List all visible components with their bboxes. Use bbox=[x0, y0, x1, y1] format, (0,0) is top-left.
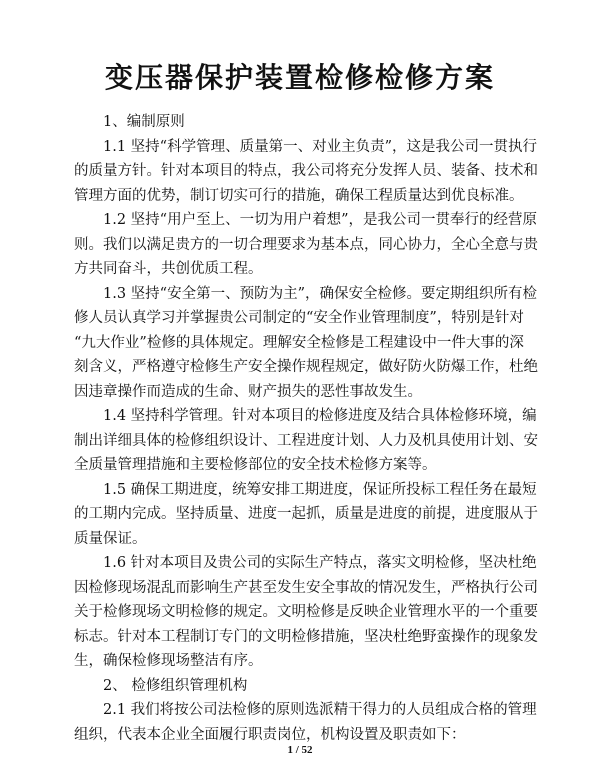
document-body bbox=[74, 110, 540, 747]
paragraph-line: 全质量管理措施和主要检修部位的安全技术检修方案等。 bbox=[74, 457, 437, 473]
paragraph-line: 组织，代表本企业全面履行职责岗位，机构设置及职责如下： bbox=[74, 726, 466, 743]
paragraph-line: 修人员认真学习并掌握贵公司制定的“安全作业管理制度”，特别是针对 bbox=[74, 310, 524, 326]
paragraph-line: 关于检修现场文明检修的规定。文明检修是反映企业管理水平的一个重要 bbox=[74, 604, 538, 620]
paragraph-line: 方共同奋斗，共创优质工程。 bbox=[74, 261, 263, 277]
section-heading: 2、 检修组织管理机构 bbox=[103, 677, 248, 694]
section-heading: 1、编制原则 bbox=[103, 114, 185, 130]
paragraph-line: 的质量方针。针对本项目的特点，我公司将充分发挥人员、装备、技术和 bbox=[74, 163, 538, 179]
paragraph-line: 管理方面的优势，制订切实可行的措施，确保工程质量达到优良标准。 bbox=[74, 187, 524, 204]
paragraph-line: 因违章操作而造成的生命、财产损失的恶性事故发生。 bbox=[74, 383, 422, 400]
paragraph-line: 1.3 坚持“安全第一、预防为主”，确保安全检修。要定期组织所有检 bbox=[103, 285, 537, 302]
paragraph-line: 制出详细具体的检修组织设计、工程进度计划、人力及机具使用计划、安 bbox=[74, 432, 538, 449]
paragraph-line: 因检修现场混乱而影响生产甚至发生安全事故的情况发生，严格执行公司 bbox=[74, 579, 538, 596]
paragraph-line: 1.5 确保工期进度，统筹安排工期进度，保证所投标工程任务在最短 bbox=[103, 481, 537, 498]
document-title: 变压器保护装置检修检修方案 bbox=[104, 61, 495, 94]
paragraph-line: 刻含义，严格遵守检修生产安全操作规程规定，做好防火防爆工作，杜绝 bbox=[74, 359, 538, 375]
paragraph-line: 1.1 坚持“科学管理、质量第一、对业主负责”，这是我公司一贯执行 bbox=[103, 138, 537, 155]
paragraph-line: 1.4 坚持科学管理。针对本项目的检修进度及结合具体检修环境，编 bbox=[103, 408, 537, 424]
paragraph-line: 生，确保检修现场整洁有序。 bbox=[74, 653, 263, 669]
paragraph-line: 质量保证。 bbox=[74, 530, 147, 547]
paragraph-line: 1.6 针对本项目及贵公司的实际生产特点，落实文明检修，坚决杜绝 bbox=[103, 555, 537, 571]
paragraph-line: 2.1 我们将按公司法检修的原则选派精干得力的人员组成合格的管理 bbox=[103, 702, 537, 718]
paragraph-line: 标志。针对本工程制订专门的文明检修措施，坚决杜绝野蛮操作的现象发 bbox=[74, 628, 538, 645]
paragraph-line: 的工期内完成。坚持质量、进度一起抓，质量是进度的前提，进度服从于 bbox=[74, 506, 538, 522]
page-number: 1 / 52 bbox=[287, 744, 313, 756]
paragraph-line: 1.2 坚持“用户至上、一切为用户着想”，是我公司一贯奉行的经营原 bbox=[103, 212, 537, 228]
paragraph-line: 则。我们以满足贵方的一切合理要求为基本点，同心协力，全心全意与贵 bbox=[74, 236, 538, 253]
paragraph-line: “九大作业”检修的具体规定。理解安全检修是工程建设中一件大事的深 bbox=[74, 334, 524, 351]
